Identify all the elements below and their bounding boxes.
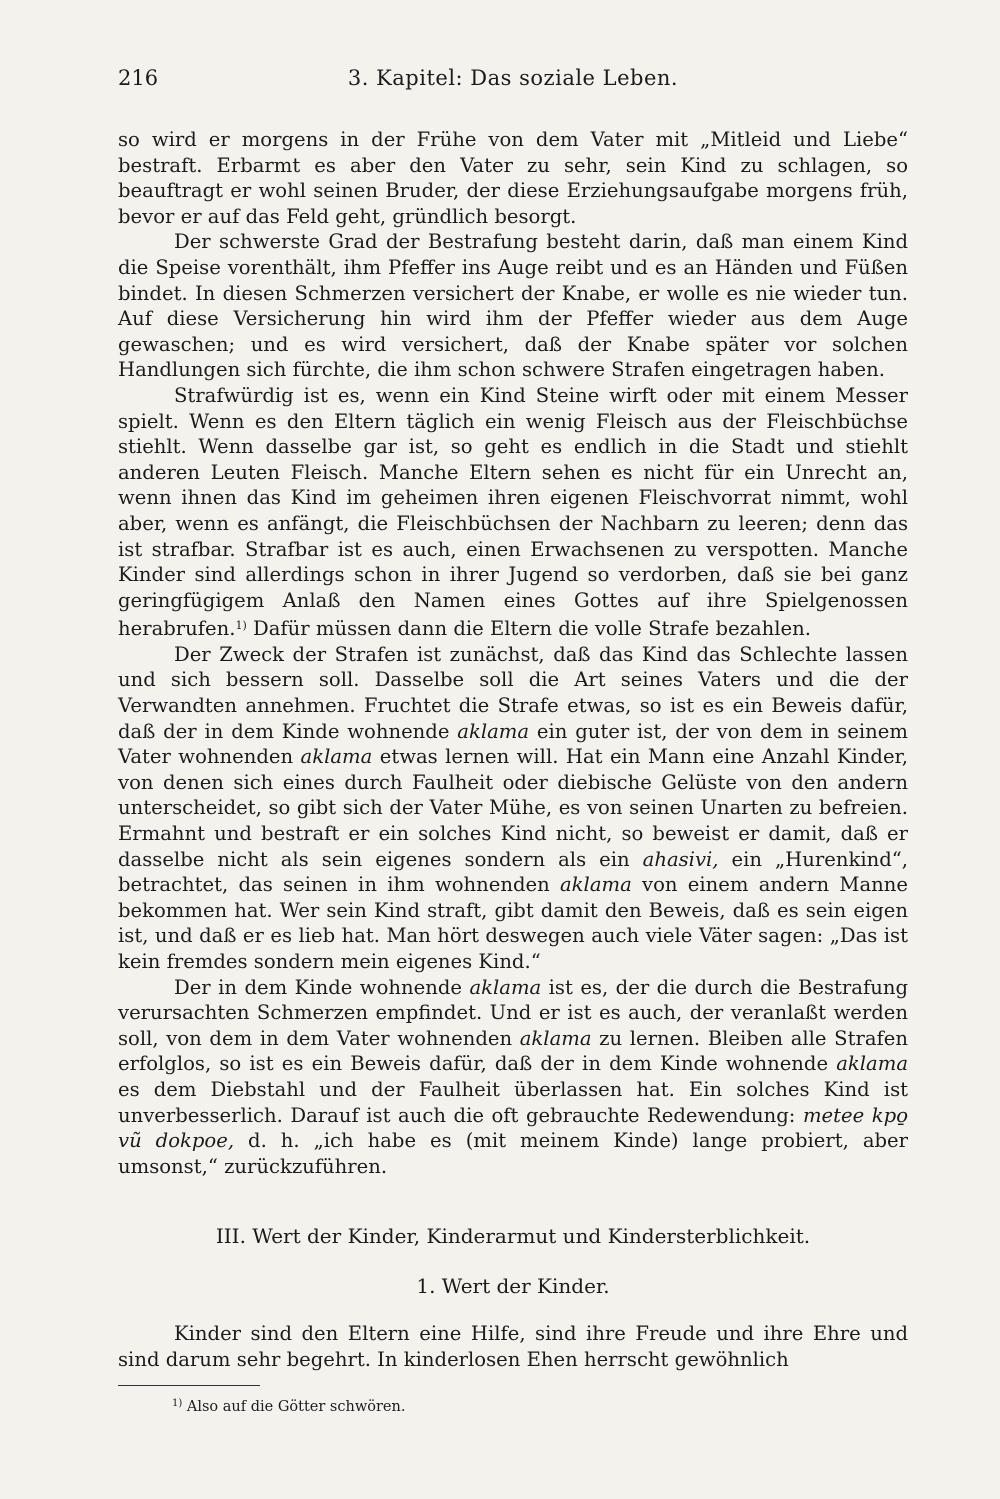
- paragraph-4: [118, 642, 908, 975]
- paragraph-4-text-c: etwas lernen will. Hat ein Mann eine Anzahl Kinder, von denen sich eines durch Faulheit oder diebische Gelüste von den andern unterscheidet, so gibt sich der Vater Mühe, es von seinen Unarten zu befreien. Ermahnt und bestraft er ein solches Kind nicht, so beweist er damit, daß er dasselbe nicht als sein eigenes sondern als ein: [118, 745, 909, 871]
- body-text: [118, 127, 908, 1373]
- term-aklama: aklama: [519, 1026, 592, 1050]
- paragraph-2: Der schwerste Grad der Bestrafung besteht darin, daß man einem Kind die Speise vorenthält, ihm Pfeffer ins Auge reibt und es an Händen und Füßen bindet. In diesen Schmerzen versichert der Knabe, er wolle es nie wieder tun. Auf diese Versicherung hin wird ihm der Pfeffer wieder aus dem Auge gewaschen; und es wird versichert, daß der Knabe später vor solchen Handlungen sich fürchte, die ihm schon schwere Strafen eingetragen haben.: [118, 230, 908, 382]
- page-header: [118, 66, 908, 100]
- paragraph-5-text-e: d. h. „ich habe es (mit meinem Kinde) lange probiert, aber umsonst,“ zurückzuführen.: [118, 1129, 909, 1178]
- term-aklama: aklama: [469, 975, 542, 999]
- term-ahasivi: ahasivi,: [642, 847, 719, 871]
- term-aklama: aklama: [457, 719, 530, 743]
- paragraph-5-text-c: zu lernen. Bleiben alle Strafen erfolglos, so ist es ein Beweis dafür, daß der in dem Kinde wohnende: [118, 1026, 908, 1076]
- term-aklama: aklama: [300, 745, 373, 769]
- paragraph-1: so wird er morgens in der Frühe von dem Vater mit „Mitleid und Liebe“ bestraft. Erbarmt es aber den Vater zu sehr, sein Kind zu schlagen, so beauftragt er wohl seinen Bruder, der diese Erziehungsaufgabe morgens früh, bevor er auf das Feld geht, gründlich besorgt.: [118, 128, 908, 228]
- paragraph-5-text-d: es dem Diebstahl und der Faulheit überlassen hat. Ein solches Kind ist unverbesserlich. Darauf ist auch die oft gebrauchte Redewendung:: [118, 1077, 908, 1127]
- section-heading: III. Wert der Kinder, Kinderarmut und Kindersterblichkeit.: [215, 1224, 811, 1249]
- paragraph-5: [118, 975, 908, 1180]
- footnote: [172, 1394, 405, 1417]
- paragraph-3-text-b: Dafür müssen dann die Eltern die volle Strafe bezahlen.: [246, 617, 811, 641]
- term-aklama: aklama: [836, 1052, 908, 1076]
- term-aklama: aklama: [560, 873, 632, 897]
- footnote-divider: [118, 1385, 260, 1386]
- paragraph-5-text-b: ist es, der die durch die Bestrafung verursachten Schmerzen empfindet. Und er ist es auch, der veranlaßt werden soll, von dem in dem Vater wohnenden: [118, 975, 908, 1050]
- footnote-marker: 1): [172, 1398, 183, 1409]
- paragraph-5-text-a: Der in dem Kinde wohnende: [174, 975, 470, 999]
- running-title: 3. Kapitel: Das soziale Leben.: [347, 66, 679, 90]
- paragraph-4-text-e: von einem andern Manne bekommen hat. Wer sein Kind straft, gibt damit den Beweis, daß es sein eigen ist, und daß er es lieb hat. Man hört deswegen auch viele Väter sagen: „Das ist kein fremdes sondern mein eigenes Kind.“: [118, 873, 908, 973]
- paragraph-4-text-a: Der Zweck der Strafen ist zunächst, daß das Kind das Schlechte lassen und sich bessern soll. Dasselbe soll die Art seines Vaters und die der Verwandten annehmen. Fruchtet die Strafe etwas, so ist es ein Beweis dafür, daß der in dem Kinde wohnende: [118, 642, 908, 743]
- paragraph-4-text-b: ein guter ist, der von dem in seinem Vater wohnenden: [118, 719, 908, 769]
- paragraph-3: [118, 383, 908, 642]
- paragraph-6: Kinder sind den Eltern eine Hilfe, sind ihre Freude und ihre Ehre und sind darum sehr begehrt. In kinderlosen Ehen herrscht gewöhnlich: [118, 1322, 908, 1371]
- footnote-text: Also auf die Götter schwören.: [182, 1399, 406, 1415]
- footnote-reference: 1): [235, 619, 247, 633]
- page-number: 216: [118, 66, 159, 90]
- paragraph-3-text-a: Strafwürdig ist es, wenn ein Kind Steine wirft oder mit einem Messer spielt. Wenn es den Eltern täglich ein wenig Fleisch aus der Fleischbüchse stiehlt. Wenn dasselbe gar ist, so geht es endlich in die Stadt und stiehlt anderen Leuten Fleisch. Manche Eltern sehen es nicht für ein Unrecht an, wenn ihnen das Kind im geheimen ihren eigenen Fleischvorrat nimmt, wohl aber, wenn es anfängt, die Fleischbüchsen der Nachbarn zu leeren; denn das ist strafbar. Strafbar ist es auch, einen Erwachsenen zu verspotten. Manche Kinder sind allerdings schon in ihrer Jugend so verdorben, daß sie bei ganz geringfügigem Anlaß den Namen eines Gottes auf ihre Spielgenossen herabrufen.: [118, 383, 908, 641]
- paragraph-4-text-d: ein „Hurenkind“, betrachtet, das seinen in ihm wohnenden: [118, 847, 908, 897]
- subsection-heading: 1. Wert der Kinder.: [416, 1274, 610, 1299]
- ewe-phrase: metee kpo̱ vũ dokpoe,: [118, 1103, 908, 1153]
